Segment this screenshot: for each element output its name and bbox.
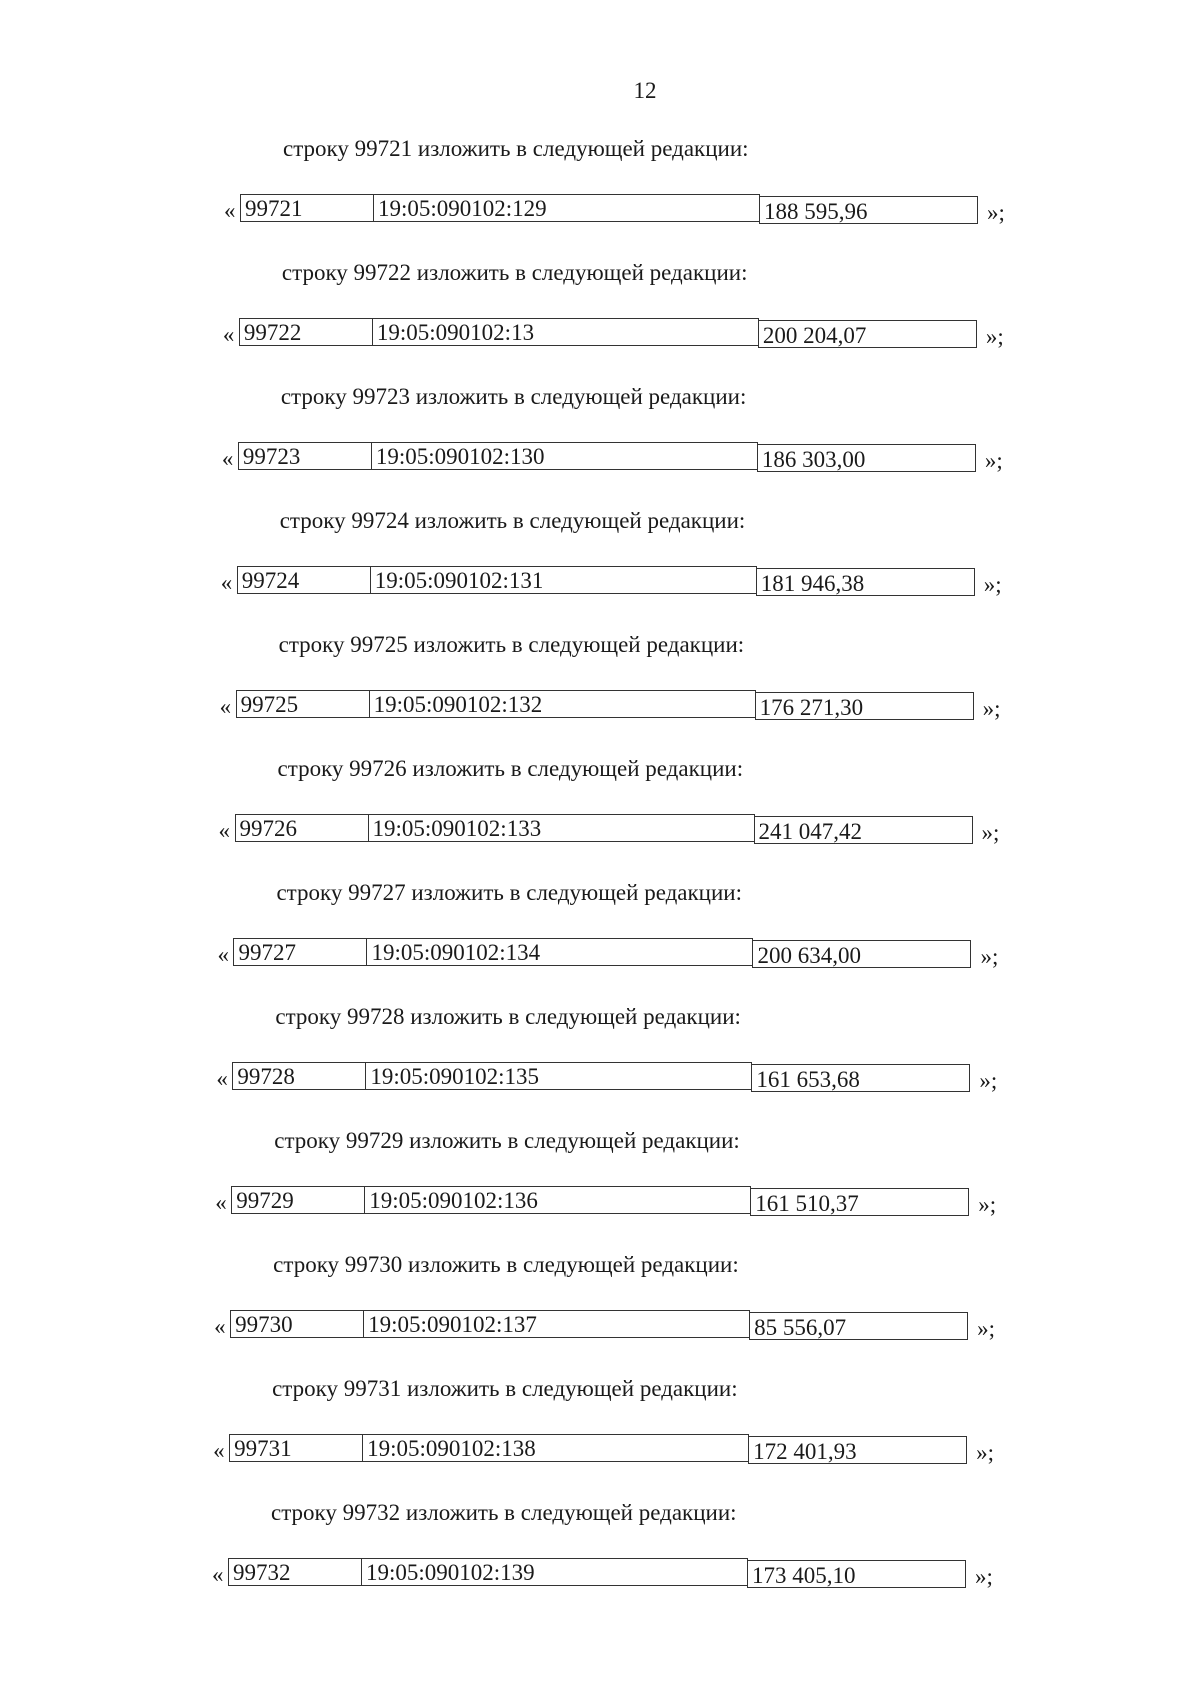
amendment-instruction: строку 99722 изложить в следующей редакции: <box>281 260 748 285</box>
cadastral-value-cell: 161 653,68 <box>751 1064 970 1092</box>
amendment-entry <box>0 872 1200 996</box>
amendment-entry <box>0 252 1200 376</box>
opening-quote: « <box>218 818 231 843</box>
cadastral-value-cell: 188 595,96 <box>759 196 978 224</box>
opening-quote: « <box>214 1314 226 1339</box>
row-number-cell: 99731 <box>229 1434 363 1462</box>
cadastral-value-cell: 186 303,00 <box>757 444 976 472</box>
row-number-cell: 99721 <box>240 194 374 222</box>
closing-quote: »; <box>987 200 1005 225</box>
row-number-cell: 99723 <box>238 442 372 470</box>
amendment-entry <box>0 1492 1200 1616</box>
amendment-instruction: строку 99728 изложить в следующей редакции: <box>275 1004 741 1029</box>
page-number: 12 <box>633 78 657 103</box>
cadastral-value-cell: 200 634,00 <box>752 940 971 968</box>
row-number-cell: 99732 <box>228 1558 362 1586</box>
amendment-instruction: строку 99729 изложить в следующей редакции: <box>274 1128 740 1153</box>
cadastral-number-cell: 19:05:090102:138 <box>362 1434 749 1462</box>
row-number-cell: 99730 <box>230 1310 364 1338</box>
cadastral-value-cell: 172 401,93 <box>748 1436 967 1464</box>
amendment-entry <box>0 624 1200 748</box>
opening-quote: « <box>222 322 235 347</box>
cadastral-value-cell: 181 946,38 <box>756 568 975 596</box>
amendment-instruction: строку 99730 изложить в следующей редакции: <box>273 1252 739 1277</box>
cadastral-value-cell: 173 405,10 <box>747 1560 966 1588</box>
closing-quote: »; <box>980 944 999 969</box>
cadastral-number-cell: 19:05:090102:132 <box>369 690 756 718</box>
amendment-entry <box>0 500 1200 624</box>
amendment-instruction: строку 99725 изложить в следующей редакции: <box>278 632 745 657</box>
cadastral-number-cell: 19:05:090102:134 <box>366 938 753 966</box>
amendment-entry <box>0 1368 1200 1492</box>
row-number-cell: 99724 <box>237 566 371 594</box>
cadastral-number-cell: 19:05:090102:129 <box>373 194 760 222</box>
amendment-list <box>0 128 1200 1616</box>
closing-quote: »; <box>982 696 1001 721</box>
cadastral-number-cell: 19:05:090102:131 <box>370 566 757 594</box>
opening-quote: « <box>220 570 233 595</box>
closing-quote: »; <box>977 1316 996 1341</box>
row-number-cell: 99728 <box>232 1062 366 1090</box>
cadastral-value-cell: 85 556,07 <box>749 1312 968 1340</box>
opening-quote: « <box>212 1562 224 1587</box>
opening-quote: « <box>215 1190 227 1215</box>
closing-quote: »; <box>978 1192 997 1217</box>
row-number-cell: 99725 <box>236 690 370 718</box>
cadastral-number-cell: 19:05:090102:13 <box>372 318 759 346</box>
row-number-cell: 99726 <box>235 814 369 842</box>
cadastral-value-cell: 161 510,37 <box>750 1188 969 1216</box>
closing-quote: »; <box>983 572 1002 597</box>
closing-quote: »; <box>981 820 1000 845</box>
cadastral-number-cell: 19:05:090102:133 <box>368 814 755 842</box>
row-number-cell: 99727 <box>233 938 367 966</box>
closing-quote: »; <box>985 324 1004 349</box>
amendment-entry <box>0 1244 1200 1368</box>
cadastral-number-cell: 19:05:090102:137 <box>363 1310 750 1338</box>
closing-quote: »; <box>975 1564 993 1589</box>
opening-quote: « <box>213 1438 225 1463</box>
amendment-entry <box>0 748 1200 872</box>
closing-quote: »; <box>979 1068 998 1093</box>
amendment-instruction: строку 99724 изложить в следующей редакции: <box>279 508 746 533</box>
amendment-instruction: строку 99726 изложить в следующей редакции: <box>277 756 744 781</box>
amendment-instruction: строку 99723 изложить в следующей редакции: <box>280 384 747 409</box>
amendment-entry <box>0 1120 1200 1244</box>
cadastral-number-cell: 19:05:090102:130 <box>371 442 758 470</box>
amendment-entry <box>0 128 1200 252</box>
amendment-instruction: строку 99727 изложить в следующей редакции: <box>276 880 743 905</box>
amendment-instruction: строку 99731 изложить в следующей редакции: <box>272 1376 738 1401</box>
cadastral-number-cell: 19:05:090102:139 <box>361 1558 748 1586</box>
opening-quote: « <box>219 694 232 719</box>
cadastral-value-cell: 176 271,30 <box>755 692 974 720</box>
opening-quote: « <box>224 198 236 223</box>
cadastral-value-cell: 241 047,42 <box>754 816 973 844</box>
amendment-instruction: строку 99721 изложить в следующей редакции: <box>283 136 749 161</box>
row-number-cell: 99722 <box>239 318 373 346</box>
cadastral-number-cell: 19:05:090102:135 <box>365 1062 752 1090</box>
opening-quote: « <box>221 446 234 471</box>
amendment-instruction: строку 99732 изложить в следующей редакции: <box>271 1500 737 1525</box>
opening-quote: « <box>216 1066 228 1091</box>
cadastral-number-cell: 19:05:090102:136 <box>364 1186 751 1214</box>
opening-quote: « <box>217 942 229 967</box>
row-number-cell: 99729 <box>231 1186 365 1214</box>
amendment-entry <box>0 996 1200 1120</box>
closing-quote: »; <box>984 448 1003 473</box>
closing-quote: »; <box>976 1440 994 1465</box>
amendment-entry <box>0 376 1200 500</box>
cadastral-value-cell: 200 204,07 <box>758 320 977 348</box>
